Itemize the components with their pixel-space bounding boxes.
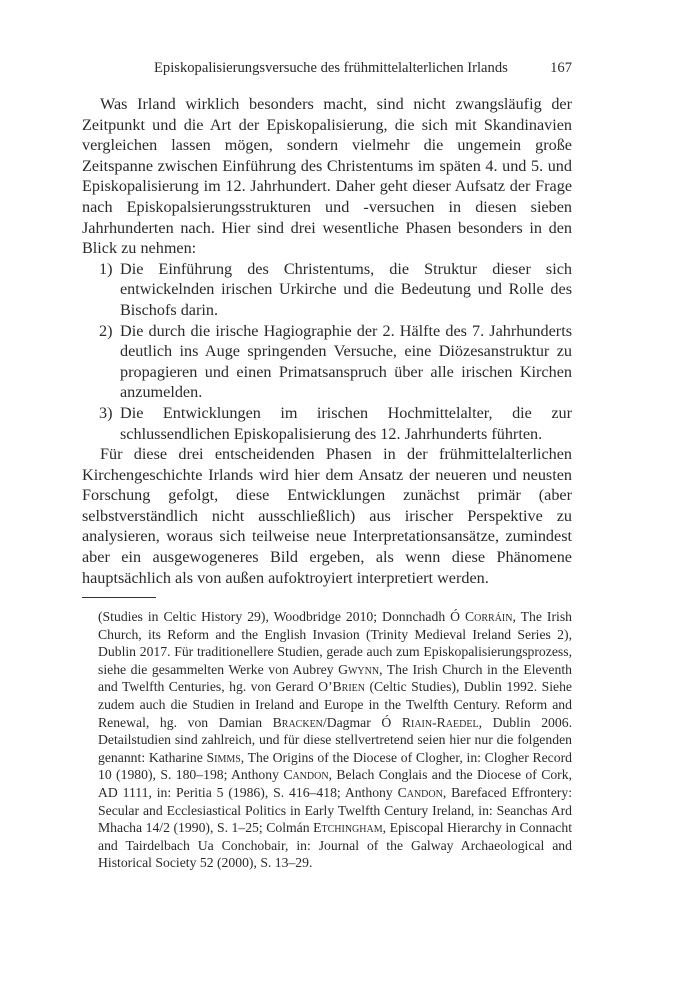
footnote-rule bbox=[82, 597, 156, 598]
footnote-text: , Episcopal Hierarchy in Connacht and Tairdelbach Ua Conchobair, in: Journal of the Galway Archaeological and Historical Society 52 (2000), S. 13–29. bbox=[98, 820, 573, 871]
list-number: 1) bbox=[99, 259, 113, 278]
footnote-text: (Studies in Celtic History 29), Woodbridge 2010; Donnchadh bbox=[98, 609, 451, 624]
main-text bbox=[82, 94, 572, 588]
phase-list bbox=[82, 259, 572, 444]
author-name: Ó Corráin bbox=[450, 609, 513, 624]
running-head bbox=[82, 60, 572, 80]
list-text: Die durch die irische Hagiographie der 2. Hälfte des 7. Jahrhunderts deutlich ins Auge springenden Versuche, eine Diözesanstruktur zu propagieren und einen Primatsanspruch über alle irischen Kirchen anzumelden. bbox=[120, 321, 572, 402]
footnote-text: (Celtic Studies), Dublin 1992. Siehe zudem auch die Studien in Ireland and Europe in the Twelfth Century. Reform and Renewal, hg. von Damian bbox=[98, 679, 572, 730]
page-number: 167 bbox=[550, 60, 572, 76]
author-name: Bracken bbox=[272, 714, 323, 730]
author-name: Gwynn bbox=[338, 661, 380, 677]
list-text: Die Einführung des Christentums, die Struktur dieser sich entwickelnden irischen Urkirche und die Bedeutung und Rolle des Bischofs darin. bbox=[120, 259, 572, 319]
author-name: Ó Riain-Raedel bbox=[381, 714, 479, 730]
footnote-text: , The Irish Church in the Eleventh and Twelfth Centuries, hg. von Gerard bbox=[98, 661, 572, 695]
list-number: 2) bbox=[99, 321, 113, 340]
list-item bbox=[82, 403, 572, 444]
author-name: Candon bbox=[283, 767, 329, 783]
author-name: Candon bbox=[397, 784, 443, 800]
author-name: Etchingham bbox=[313, 820, 383, 836]
author-name: O’Brien bbox=[318, 679, 365, 695]
list-number: 3) bbox=[99, 403, 113, 422]
list-text: Die Entwicklungen im irischen Hochmittelalter, die zur schlussendlichen Episkopalisierung des 12. Jahrhunderts führten. bbox=[120, 403, 572, 443]
footnote-text: , Belach Conglais and the Diocese of Cork, AD 1111, in: Peritia 5 (1986), S. 416–418; Anthony bbox=[98, 767, 572, 800]
list-item bbox=[82, 259, 572, 321]
footnote-text: , Dublin 2006. Detailstudien sind zahlreich, und für diese stellvertretend seien hier nur die folgenden genannt: Katharine bbox=[98, 714, 572, 765]
footnote bbox=[98, 608, 572, 872]
footnote-text: , The Origins of the Diocese of Clogher, in: Clogher Record 10 (1980), S. 180–198; Anthony bbox=[98, 749, 572, 783]
footnote-text: , The Irish Church, its Reform and the English Invasion (Trinity Medieval Ireland Series 2), Dublin 2017. Für traditionellere Studien, gerade auch zum Episkopalisierungsprozess, siehe die gesammelten Werke von Aubrey bbox=[98, 609, 573, 677]
footnote-text: /Dagmar bbox=[322, 714, 382, 730]
author-name: Simms bbox=[206, 749, 241, 765]
paragraph-intro: Was Irland wirklich besonders macht, sind nicht zwangsläufig der Zeitpunkt und die Art der Episkopalisierung, die sich mit Skandinavien vergleichen lassen mögen, sondern vielmehr die ungemein große Zeitspanne zwischen Einführung des Christentums im späten 4. und 5. und Episkopalisierung im 12. Jahrhundert. Daher geht dieser Aufsatz der Frage nach Episkopalsierungsstrukturen und -versuchen in diesen sieben Jahrhunderten nach. Hier sind drei wesentliche Phasen besonders in den Blick zu nehmen: bbox=[82, 95, 572, 258]
running-head-title: Episkopalisierungsversuche des frühmittelalterlichen Irlands bbox=[154, 60, 508, 76]
list-item bbox=[82, 321, 572, 403]
paragraph-conclusion: Für diese drei entscheidenden Phasen in der frühmittelalterlichen Kirchengeschichte Irlands wird hier dem Ansatz der neueren und neusten Forschung gefolgt, diese Entwicklungen zunächst primär (aber selbstverständlich nicht ausschließlich) aus irischer Perspektive zu analysieren, woraus sich teilweise neue Interpretationsansätze, zumindest aber ein ausgewogeneres Bild ergeben, als wenn diese Phänomene hauptsächlich als von außen aufoktroyiert interpretiert werden. bbox=[82, 445, 572, 587]
footnote-text: , Barefaced Effrontery: Secular and Ecclesiastical Politics in Early Twelfth Century Ireland, in: Seanchas Ard Mhacha 14/2 (1990), S. 1–25; Colmán bbox=[98, 784, 573, 836]
